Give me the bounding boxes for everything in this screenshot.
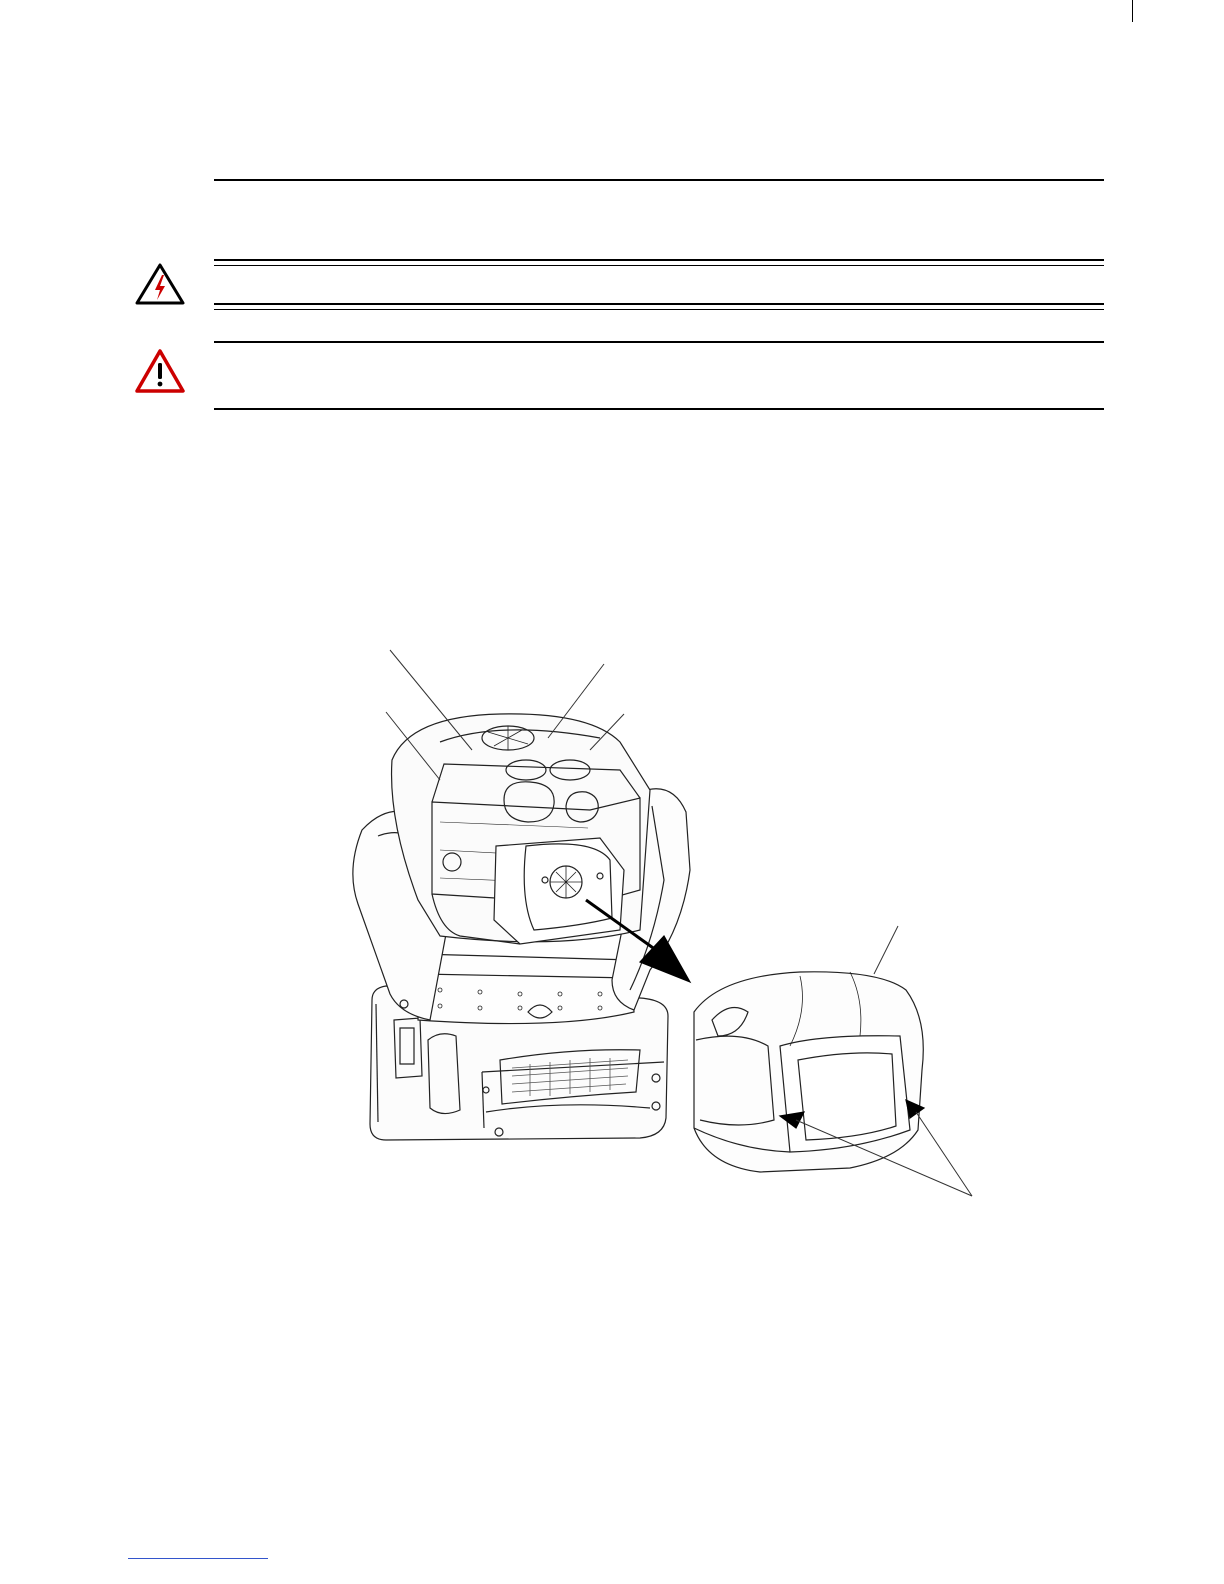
footer-link-underline[interactable] (128, 1558, 268, 1559)
fixture-illustration (0, 600, 1224, 1220)
warning-rule-bottom-1 (214, 303, 1104, 305)
removed-head-cover (694, 972, 923, 1172)
lightning-warning-icon (134, 262, 186, 306)
page-corner-mark (1132, 0, 1133, 22)
exclamation-warning-icon (134, 348, 186, 394)
caution-rule-top (214, 341, 1104, 343)
section-rule (214, 179, 1104, 181)
fixture-head (392, 714, 650, 944)
warning-rule-top-1 (214, 259, 1104, 261)
callout-line-5 (874, 926, 898, 974)
caution-rule-bottom (214, 408, 1104, 410)
warning-rule-bottom-2 (214, 309, 1104, 310)
warning-rule-top-2 (214, 265, 1104, 266)
